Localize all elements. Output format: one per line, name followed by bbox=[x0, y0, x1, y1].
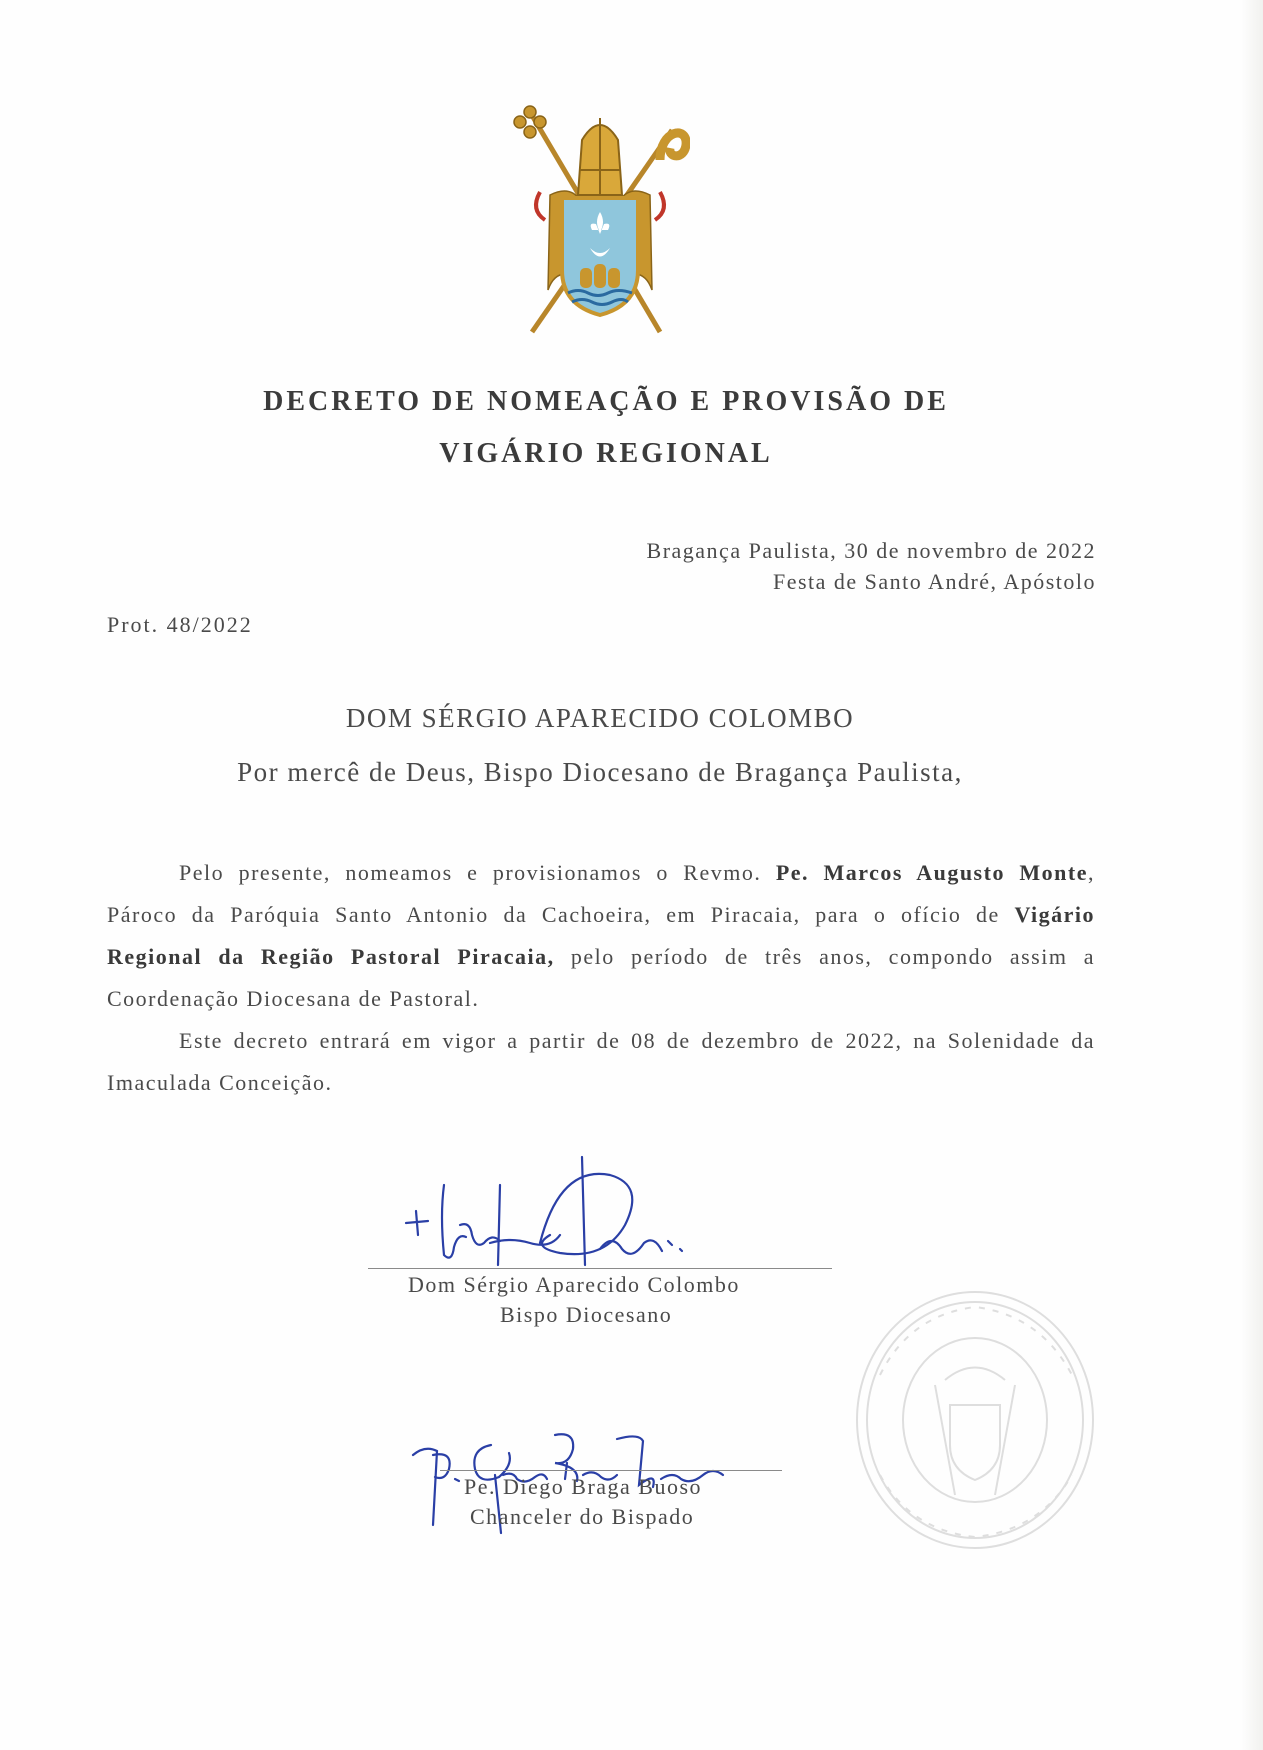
protocol-number: Prot. 48/2022 bbox=[107, 612, 253, 637]
decree-title-line-2: VIGÁRIO REGIONAL bbox=[439, 438, 773, 469]
bishop-signature-line bbox=[368, 1268, 832, 1269]
decree-paragraph-1 bbox=[107, 852, 1095, 1020]
chancellor-signature-line bbox=[440, 1470, 782, 1471]
appointee-name: Pe. Marcos Augusto Monte bbox=[775, 860, 1088, 885]
coat-of-arms-image bbox=[510, 100, 690, 340]
decree-title-line-1: DECRETO DE NOMEAÇÃO E PROVISÃO DE bbox=[263, 386, 949, 417]
page-edge-shadow bbox=[1241, 0, 1263, 1750]
decree-body bbox=[107, 852, 1095, 1104]
bishop-handwritten-signature bbox=[400, 1125, 730, 1275]
decree-paragraph-2: Este decreto entrará em vigor a partir de 08 de dezembro de 2022, na Solenidade da Imaculada Conceição. bbox=[107, 1028, 1095, 1095]
feast-day: Festa de Santo André, Apóstolo bbox=[772, 569, 1096, 594]
chancellor-signatory-role: Chanceler do Bispado bbox=[470, 1504, 695, 1529]
bishop-signatory-name: Dom Sérgio Aparecido Colombo bbox=[408, 1272, 740, 1297]
embossed-seal-image bbox=[850, 1285, 1100, 1555]
chancellor-signatory-name: Pe. Diego Braga Buoso bbox=[464, 1474, 703, 1499]
para1-text-1: Pelo presente, nomeamos e provisionamos o Revmo. bbox=[179, 860, 776, 885]
office-name: Vigário Regional da Região Pastoral Piracaia, bbox=[107, 902, 1095, 969]
bishop-name-heading: DOM SÉRGIO APARECIDO COLOMBO bbox=[345, 703, 855, 733]
bishop-title-heading: Por mercê de Deus, Bispo Diocesano de Bragança Paulista, bbox=[237, 757, 963, 787]
place-and-date: Bragança Paulista, 30 de novembro de 2022 bbox=[646, 538, 1096, 563]
bishop-signatory-role: Bispo Diocesano bbox=[500, 1302, 673, 1327]
para1-text-3: pelo período de três anos, compondo assim a Coordenação Diocesana de Pastoral. bbox=[107, 944, 1095, 1011]
para1-text-2: , Pároco da Paróquia Santo Antonio da Cachoeira, em Piracaia, para o ofício de bbox=[107, 860, 1095, 927]
